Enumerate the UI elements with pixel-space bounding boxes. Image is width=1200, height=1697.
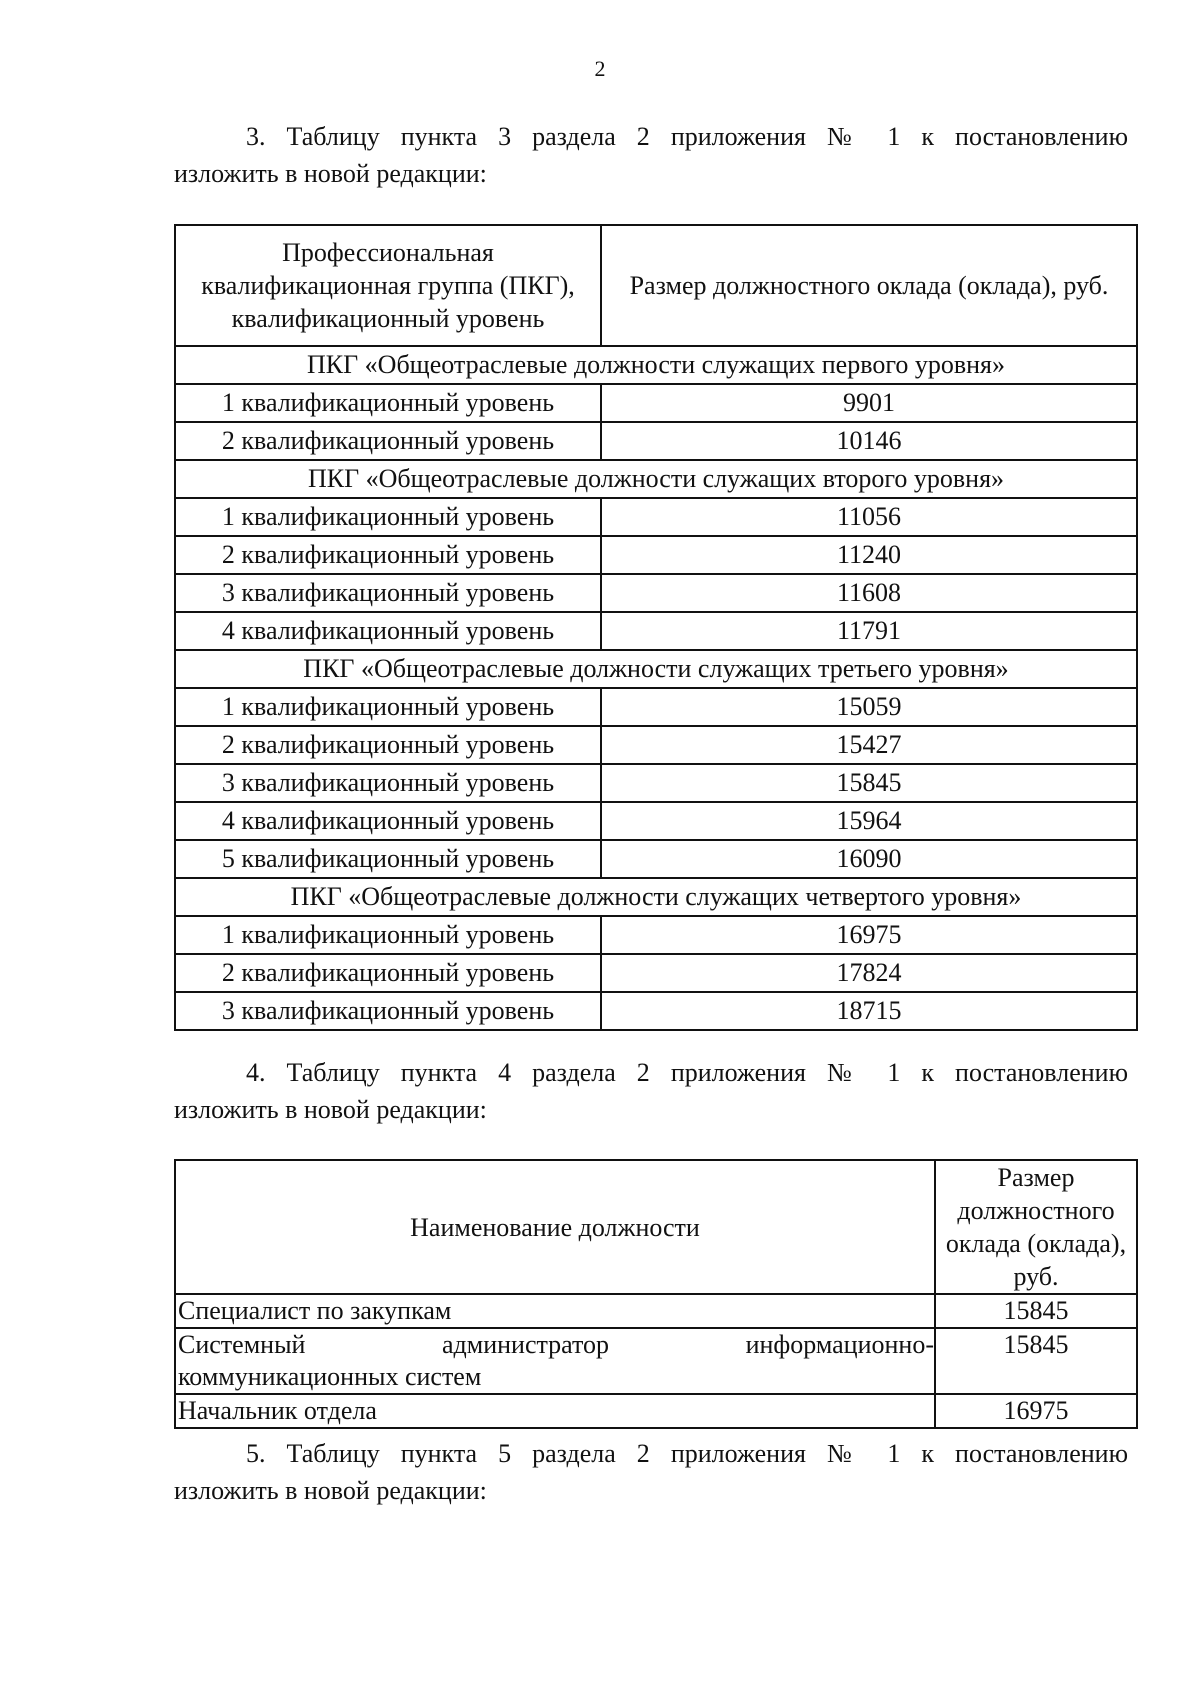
qualification-level: 2 квалификационный уровень [175,536,601,574]
salary-value: 11240 [601,536,1137,574]
qualification-level: 2 квалификационный уровень [175,726,601,764]
table-row [175,612,1137,650]
group-title-row [175,346,1137,384]
salary-value: 10146 [601,422,1137,460]
qualification-level: 3 квалификационный уровень [175,574,601,612]
salary-value: 16975 [601,916,1137,954]
qualification-level: 4 квалификационный уровень [175,802,601,840]
salary-value: 11791 [601,612,1137,650]
qualification-level: 1 квалификационный уровень [175,688,601,726]
position-name [175,1328,935,1394]
header-salary: Размер должностного оклада (оклада), руб. [935,1160,1137,1294]
salary-value: 15964 [601,802,1137,840]
position-salary: 16975 [935,1394,1137,1428]
section-4-line-2: изложить в новой редакции: [174,1095,487,1124]
section-3-line-2: изложить в новой редакции: [174,159,487,188]
header-position-name: Наименование должности [175,1160,935,1294]
position-name-line-2: коммуникационных систем [178,1362,482,1391]
qualification-level: 4 квалификационный уровень [175,612,601,650]
table-row [175,916,1137,954]
salary-value: 11608 [601,574,1137,612]
section-5-line-2: изложить в новой редакции: [174,1476,487,1505]
position-salary: 15845 [935,1328,1137,1394]
table-row [175,726,1137,764]
group-title: ПКГ «Общеотраслевые должности служащих первого уровня» [175,346,1137,384]
qualification-level: 5 квалификационный уровень [175,840,601,878]
table-row [175,422,1137,460]
qualification-level: 2 квалификационный уровень [175,422,601,460]
position-name: Специалист по закупкам [175,1294,935,1328]
section-3-paragraph [174,118,1128,192]
salary-value: 11056 [601,498,1137,536]
section-5-line-1: 5. Таблицу пункта 5 раздела 2 приложения № 1 к постановлению [246,1439,1128,1468]
table-row [175,802,1137,840]
table-row [175,498,1137,536]
group-title: ПКГ «Общеотраслевые должности служащих четвертого уровня» [175,878,1137,916]
qualification-level: 1 квалификационный уровень [175,384,601,422]
table-row [175,574,1137,612]
table-row [175,688,1137,726]
salary-value: 18715 [601,992,1137,1030]
salary-value: 15059 [601,688,1137,726]
table-header-row [175,1160,1137,1294]
group-title: ПКГ «Общеотраслевые должности служащих третьего уровня» [175,650,1137,688]
position-name: Начальник отдела [175,1394,935,1428]
group-title-row [175,878,1137,916]
table-row [175,1294,1137,1328]
table-row [175,764,1137,802]
group-title-row [175,650,1137,688]
header-qualification-group: Профессиональная квалификационная группа (ПКГ), квалификационный уровень [175,225,601,346]
qualification-level: 3 квалификационный уровень [175,764,601,802]
section-3-line-1: 3. Таблицу пункта 3 раздела 2 приложения № 1 к постановлению [246,122,1128,151]
group-title-row [175,460,1137,498]
section-5-paragraph [174,1435,1128,1509]
group-title: ПКГ «Общеотраслевые должности служащих второго уровня» [175,460,1137,498]
salary-value: 15845 [601,764,1137,802]
table-row [175,536,1137,574]
qualification-level: 1 квалификационный уровень [175,498,601,536]
page-number: 2 [594,56,606,81]
position-salary: 15845 [935,1294,1137,1328]
qualification-level: 3 квалификационный уровень [175,992,601,1030]
table-row [175,992,1137,1030]
salary-value: 9901 [601,384,1137,422]
section-4-paragraph [174,1054,1128,1128]
salary-value: 16090 [601,840,1137,878]
salary-value: 15427 [601,726,1137,764]
table-header-row [175,225,1137,346]
table-row [175,384,1137,422]
section-4-line-1: 4. Таблицу пункта 4 раздела 2 приложения № 1 к постановлению [246,1058,1128,1087]
salary-value: 17824 [601,954,1137,992]
table-row [175,1394,1137,1428]
table-row [175,840,1137,878]
qualification-level: 2 квалификационный уровень [175,954,601,992]
table-row [175,954,1137,992]
salary-table-positions [174,1159,1138,1429]
table-row [175,1328,1137,1394]
header-salary: Размер должностного оклада (оклада), руб. [601,225,1137,346]
qualification-level: 1 квалификационный уровень [175,916,601,954]
position-name-line-1: Системный администратор информационно- [178,1330,934,1359]
salary-table-pkg [174,224,1138,1031]
